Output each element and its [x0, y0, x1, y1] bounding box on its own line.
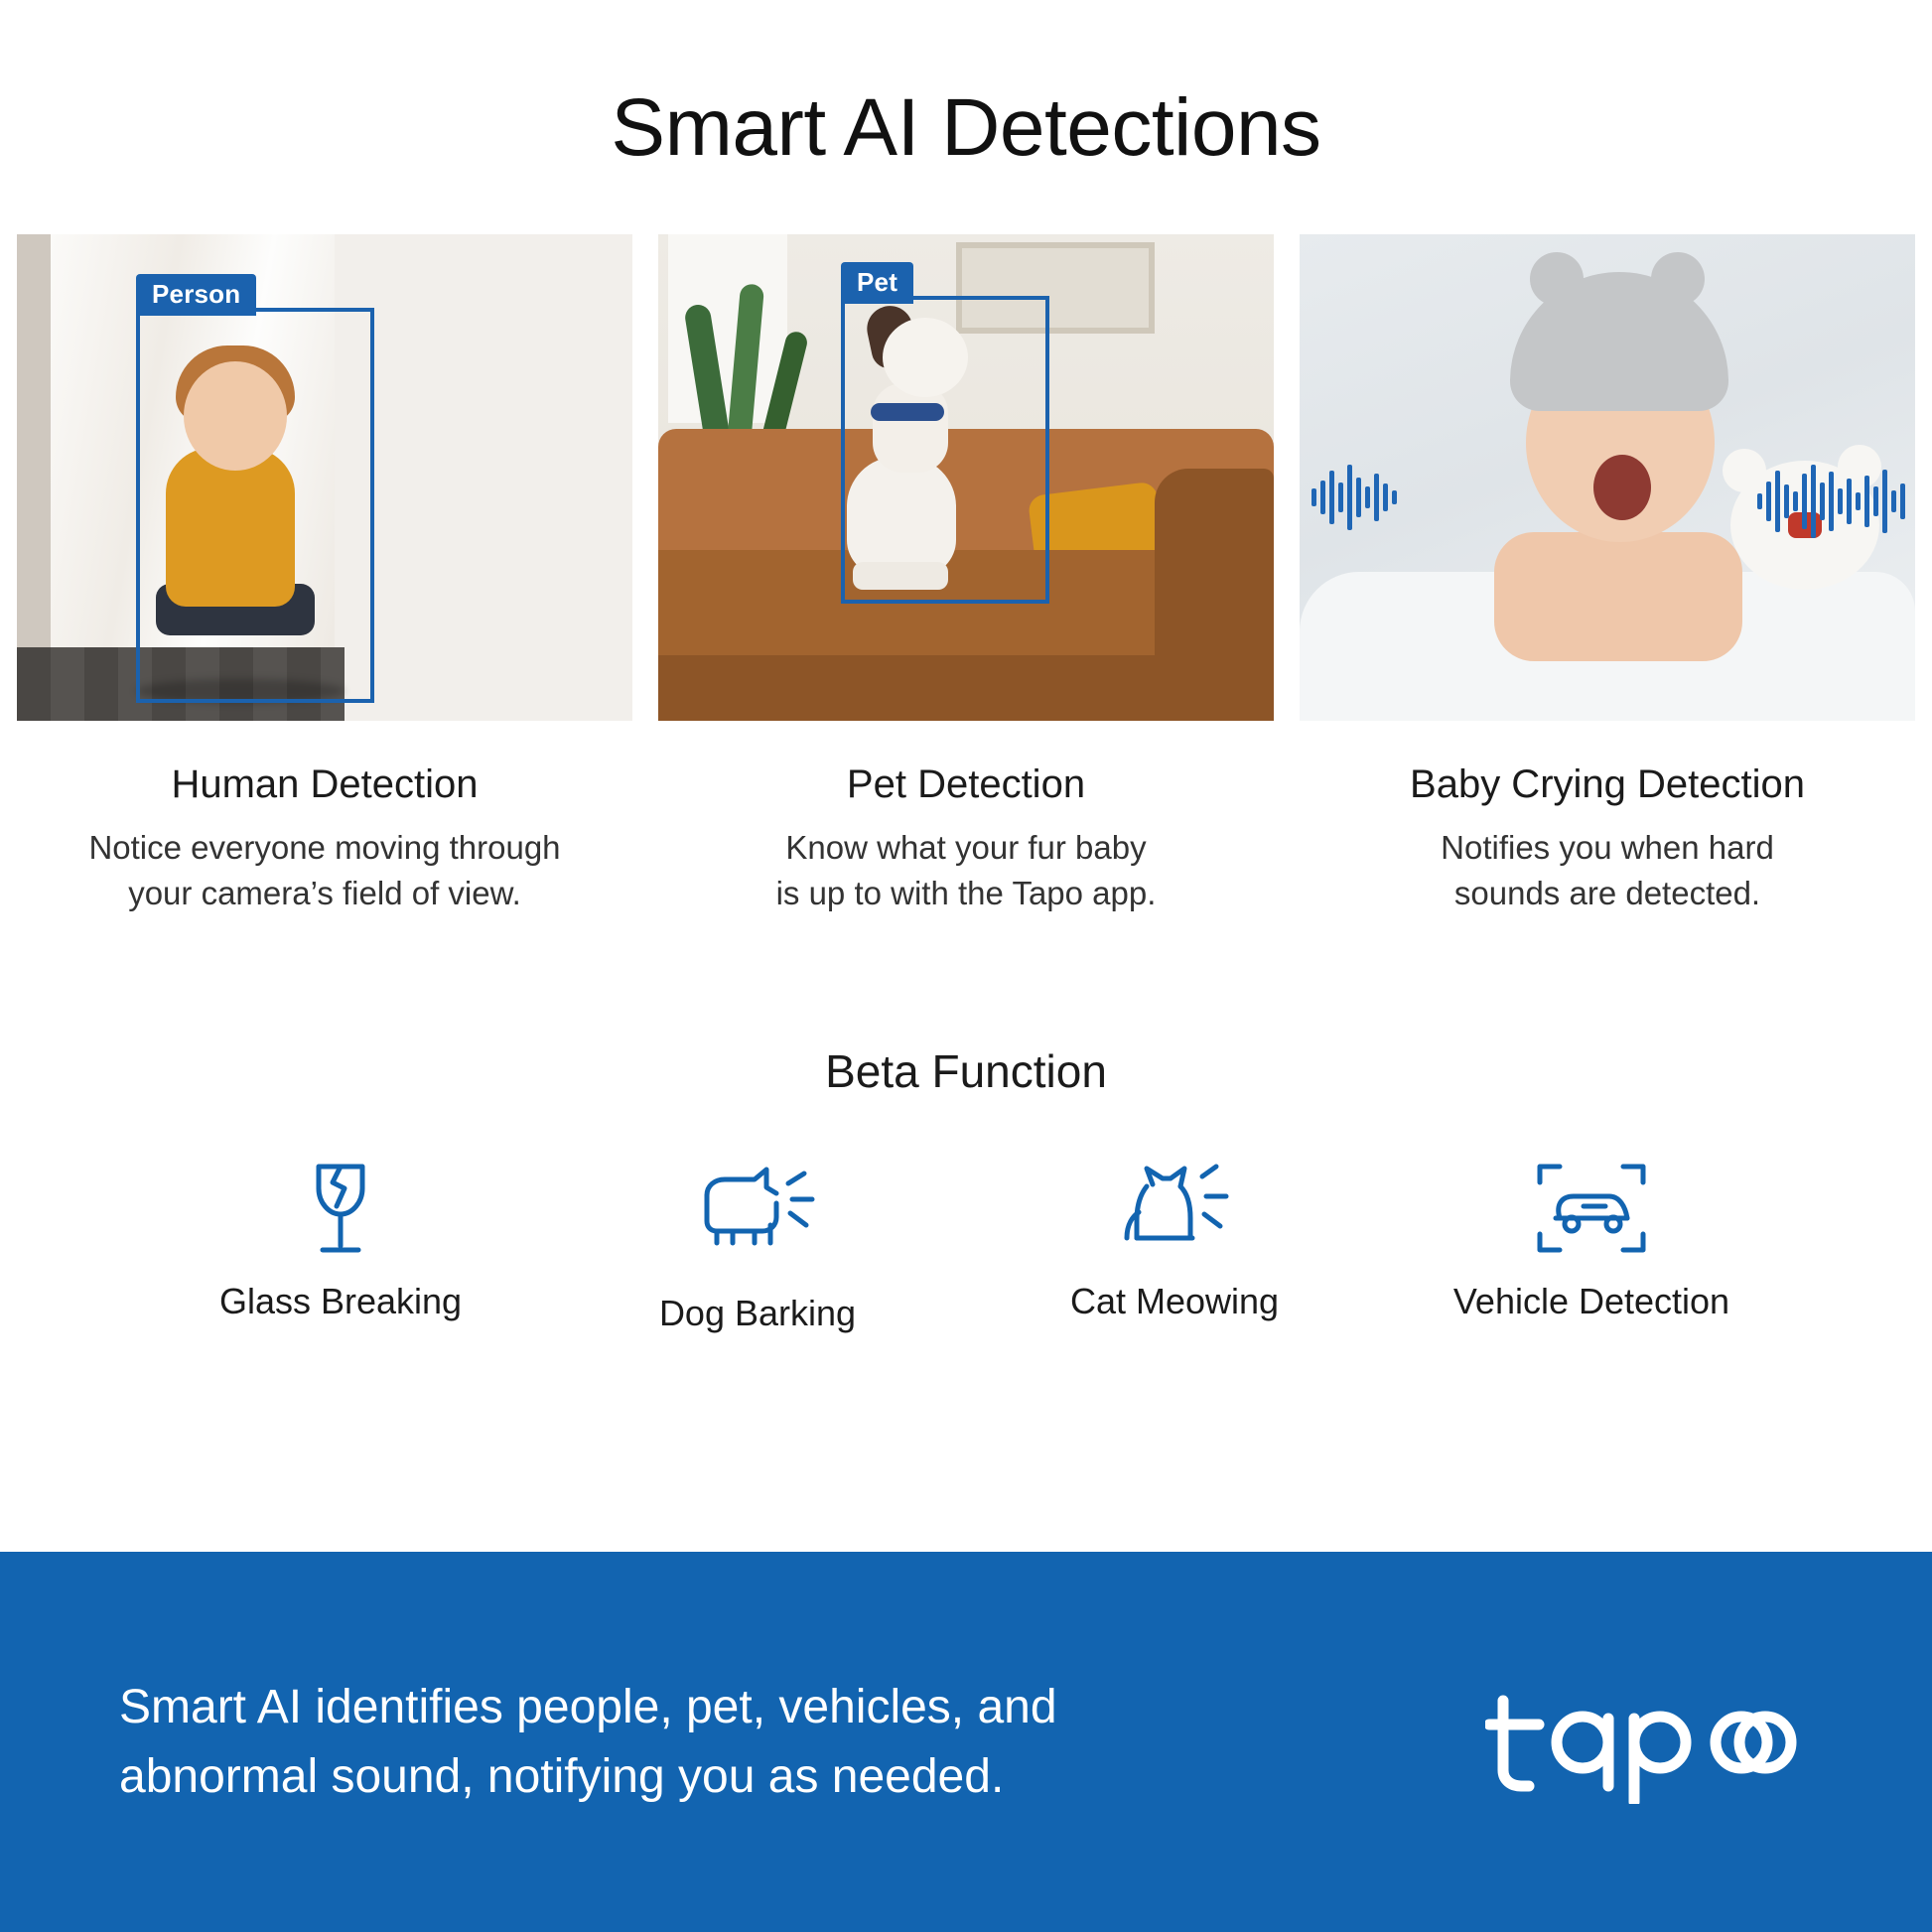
footer-tagline-line1: Smart AI identifies people, pet, vehicles, and [119, 1680, 1057, 1733]
footer-tagline [119, 1673, 1057, 1811]
page-title: Smart AI Detections [611, 82, 1321, 173]
pet-detection-desc-line2: is up to with the Tapo app. [775, 874, 1157, 911]
baby-detection-desc-line1: Notifies you when hard [1441, 829, 1774, 866]
beta-label-dog-barking: Dog Barking [658, 1293, 857, 1334]
sound-wave-right-icon [1757, 465, 1905, 538]
baby-crying-detection-description [1300, 825, 1915, 915]
feature-card-pet [658, 234, 1274, 915]
footer-tagline-line2: abnormal sound, notifying you as needed. [119, 1749, 1005, 1803]
sofa-base [658, 655, 1274, 721]
pet-detection-title: Pet Detection [846, 762, 1086, 806]
dog-barking-icon [604, 1154, 911, 1263]
baby-mouth [1593, 455, 1651, 520]
beta-label-vehicle-detection: Vehicle Detection [1452, 1281, 1730, 1322]
beta-item-dog-barking [604, 1154, 911, 1334]
footer-banner [0, 1552, 1932, 1932]
human-detection-title: Human Detection [171, 762, 479, 806]
baby-detection-desc-line2: sounds are detected. [1453, 874, 1761, 911]
pet-detection-description [658, 825, 1274, 915]
beta-label-glass-breaking: Glass Breaking [218, 1281, 463, 1322]
beta-item-glass-breaking [187, 1154, 494, 1322]
feature-card-human [17, 234, 632, 915]
baby-crying-detection-image [1300, 234, 1915, 721]
pet-detection-desc-line1: Know what your fur baby [785, 829, 1147, 866]
baby-body [1494, 532, 1742, 661]
pet-detection-label: Pet [841, 262, 913, 304]
cat-meowing-icon [1021, 1154, 1328, 1263]
beta-function-heading: Beta Function [825, 1045, 1107, 1098]
human-detection-desc-line2: your camera’s field of view. [128, 874, 521, 911]
beta-function-list [0, 1154, 1932, 1334]
person-detection-box [136, 279, 374, 703]
baby-crying-detection-title: Baby Crying Detection [1410, 762, 1805, 806]
person-detection-label: Person [136, 274, 256, 316]
feature-card-baby [1300, 234, 1915, 915]
tapo-logo [1485, 1675, 1813, 1809]
interior-wall [335, 234, 632, 721]
human-detection-description [17, 825, 632, 915]
vehicle-detection-icon [1438, 1154, 1745, 1263]
human-detection-image [17, 234, 632, 721]
feature-card-list [0, 234, 1932, 915]
human-detection-desc-line1: Notice everyone moving through [88, 829, 561, 866]
sound-wave-left-icon [1311, 465, 1397, 530]
beta-label-cat-meowing: Cat Meowing [1069, 1281, 1280, 1322]
glass-breaking-icon [187, 1154, 494, 1263]
pet-detection-image [658, 234, 1274, 721]
beta-item-cat-meowing [1021, 1154, 1328, 1322]
pet-detection-box [841, 267, 1049, 604]
beta-item-vehicle-detection [1438, 1154, 1745, 1322]
